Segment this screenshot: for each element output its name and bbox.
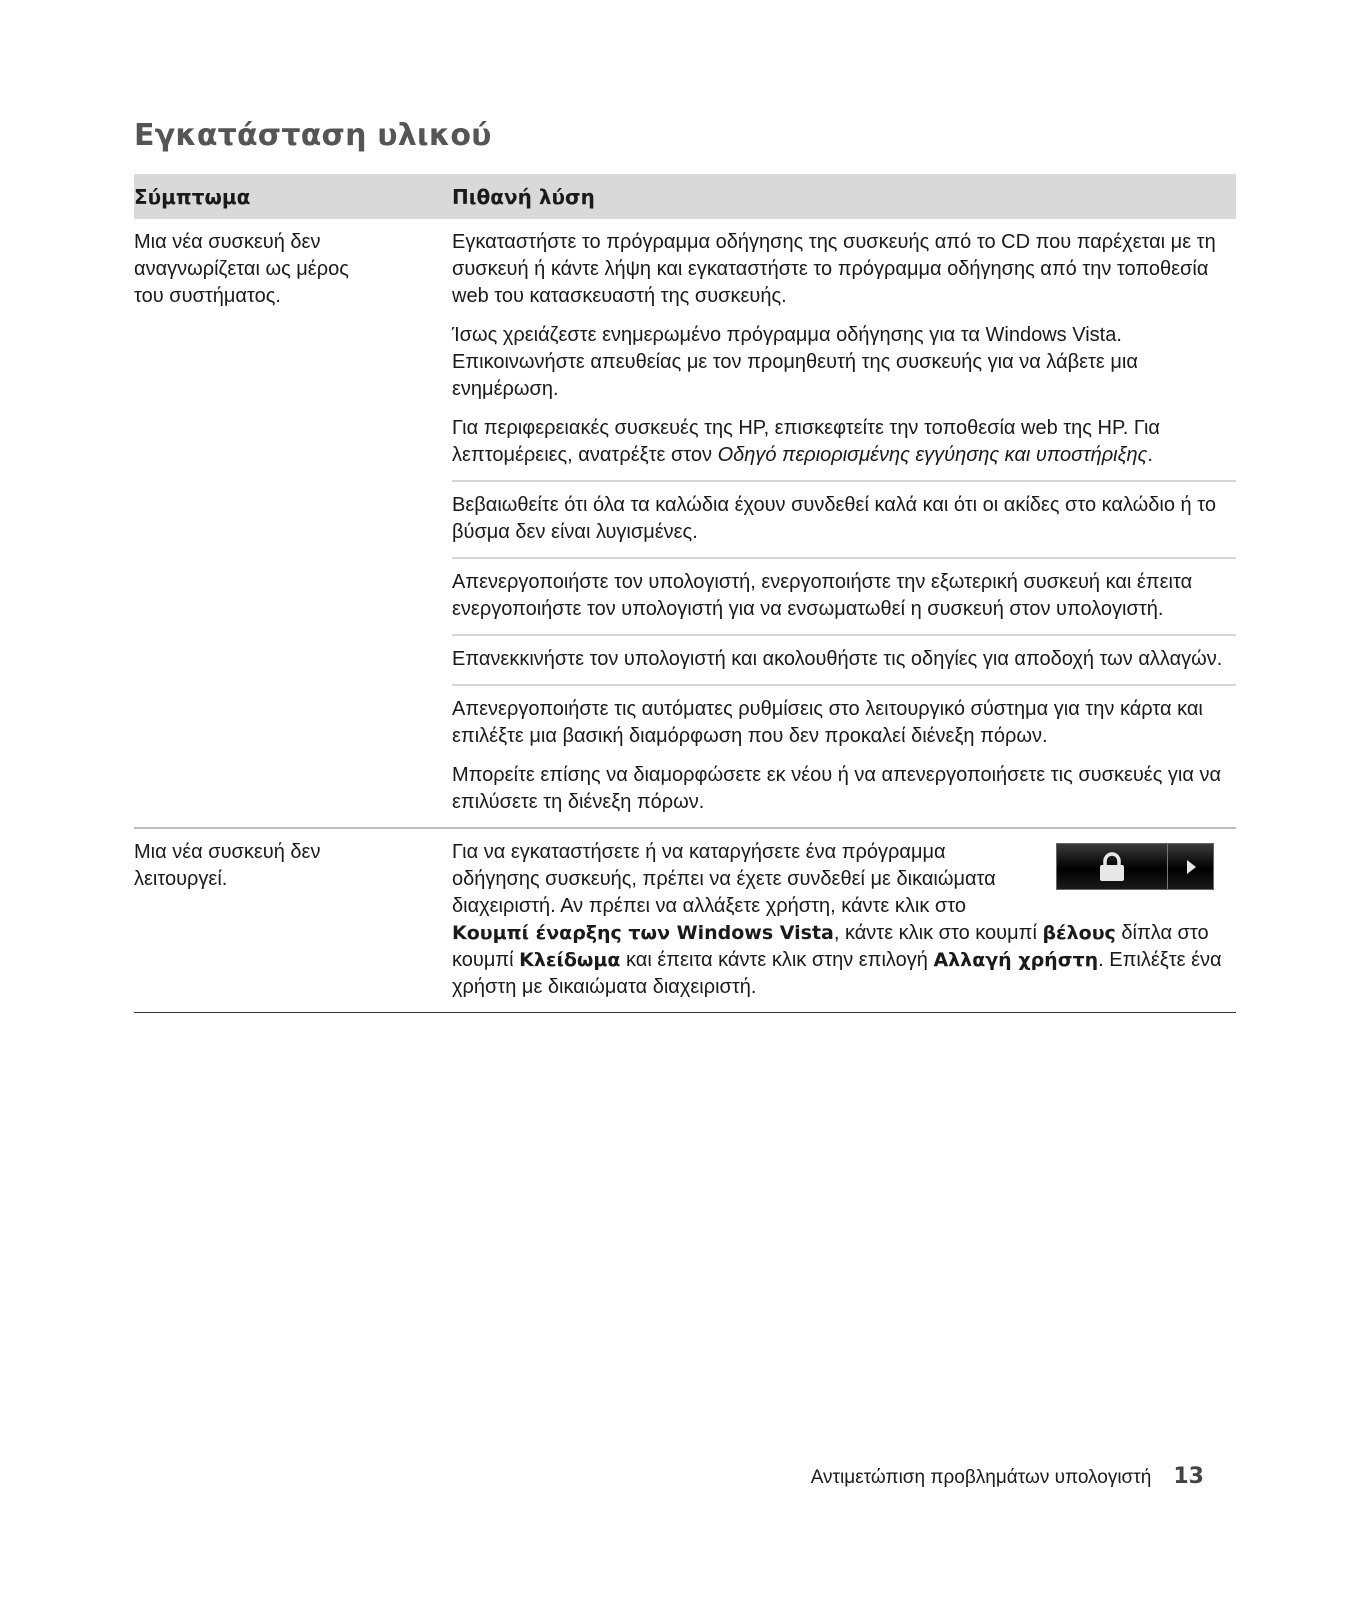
symptom-cell — [134, 219, 452, 827]
symptom-text: Μια νέα συσκευή δεν αναγνωρίζεται ως μέρος του συστήματος. — [134, 231, 349, 307]
solution-text-part: . — [1147, 444, 1153, 466]
troubleshooting-table — [134, 174, 1236, 1013]
solution-text: Ίσως χρειάζεστε ενημερωμένο πρόγραμμα οδήγησης για τα Windows Vista. Επικοινωνήστε απευθείας με τον προμηθευτή της συσκευής για να λάβετε μια ενημέρωση. — [452, 324, 1138, 400]
page-number: 13 — [1173, 1464, 1204, 1489]
lock-button-image — [1057, 844, 1168, 889]
start-button-label: Κουμπί έναρξης των Windows Vista — [452, 922, 834, 944]
solution-text — [452, 410, 1236, 469]
table-row — [134, 829, 1236, 1013]
page-title: Εγκατάσταση υλικού — [134, 118, 492, 153]
solution-text-part: . Επιλέξτε ένα χρήστη με δικαιώματα διαχειριστή. — [452, 949, 1222, 998]
solution-text-part: και έπειτα κάντε κλικ στην επιλογή — [620, 949, 934, 971]
guide-title-italic: Οδηγό περιορισμένης εγγύησης και υποστήριξης — [717, 444, 1148, 466]
symptom-cell — [134, 829, 452, 1012]
arrow-button-label: βέλους — [1042, 922, 1116, 944]
table-header — [134, 174, 1236, 219]
solution-group — [452, 634, 1236, 684]
solution-text-part: δίπλα στο κουμπί — [452, 922, 1209, 971]
solution-text: Βεβαιωθείτε ότι όλα τα καλώδια έχουν συνδεθεί καλά και ότι οι ακίδες στο καλώδιο ή το βύσμα δεν είναι λυγισμένες. — [452, 494, 1216, 543]
solution-text-part: Για περιφερειακές συσκευές της HP, επισκεφτείτε την τοποθεσία web της HP. Για λεπτομέρειες, ανατρέξτε στον — [452, 417, 1160, 466]
lock-icon — [1098, 852, 1126, 882]
solution-group — [452, 557, 1236, 634]
symptom-text: Μια νέα συσκευή δεν λειτουργεί. — [134, 841, 321, 890]
switch-user-label: Αλλαγή χρήστη — [933, 949, 1099, 971]
solution-text: Απενεργοποιήστε τον υπολογιστή, ενεργοποιήστε την εξωτερική συσκευή και έπειτα ενεργοποιήστε τον υπολογιστή για να ενσωματωθεί η συσκευή στον υπολογιστή. — [452, 571, 1193, 620]
table-row — [134, 219, 1236, 829]
solution-text: Εγκαταστήστε το πρόγραμμα οδήγησης της συσκευής από το CD που παρέχεται με τη συσκευή ή κάντε λήψη και εγκαταστήστε το πρόγραμμα οδήγησης από την τοποθεσία web του κατασκευαστή της συσκευής. — [452, 231, 1216, 307]
solution-group — [452, 219, 1236, 480]
lock-button-label: Κλείδωμα — [519, 949, 621, 971]
solution-cell — [452, 219, 1236, 827]
solution-text-part: , κάντε κλικ στο κουμπί — [833, 922, 1043, 944]
arrow-right-icon — [1185, 859, 1197, 875]
solution-group — [452, 684, 1236, 827]
header-symptom: Σύμπτωμα — [134, 184, 251, 209]
solution-text: Μπορείτε επίσης να διαμορφώσετε εκ νέου ή να απενεργοποιήσετε τις συσκευές για να επιλύσετε τη διένεξη πόρων. — [452, 764, 1222, 813]
solution-text: Απενεργοποιήστε τις αυτόματες ρυθμίσεις στο λειτουργικό σύστημα για την κάρτα και επιλέξτε μια βασική διαμόρφωση που δεν προκαλεί διένεξη πόρων. — [452, 698, 1203, 747]
page-footer — [811, 1464, 1204, 1489]
solution-cell — [452, 829, 1236, 1012]
solution-group — [452, 480, 1236, 557]
arrow-button-image — [1168, 844, 1213, 889]
footer-chapter-title: Αντιμετώπιση προβλημάτων υπολογιστή — [810, 1467, 1152, 1488]
solution-text: Επανεκκινήστε τον υπολογιστή και ακολουθήστε τις οδηγίες για αποδοχή των αλλαγών. — [452, 648, 1223, 670]
header-solution: Πιθανή λύση — [452, 184, 595, 209]
solution-text-part: Για να εγκαταστήσετε ή να καταργήσετε ένα πρόγραμμα οδήγησης συσκευής, πρέπει να έχετε συνδεθεί με δικαιώματα διαχειριστή. Αν πρέπει να αλλάξετε χρήστη, κάντε κλικ στο — [452, 841, 996, 917]
lock-button-screenshot — [1056, 843, 1214, 890]
